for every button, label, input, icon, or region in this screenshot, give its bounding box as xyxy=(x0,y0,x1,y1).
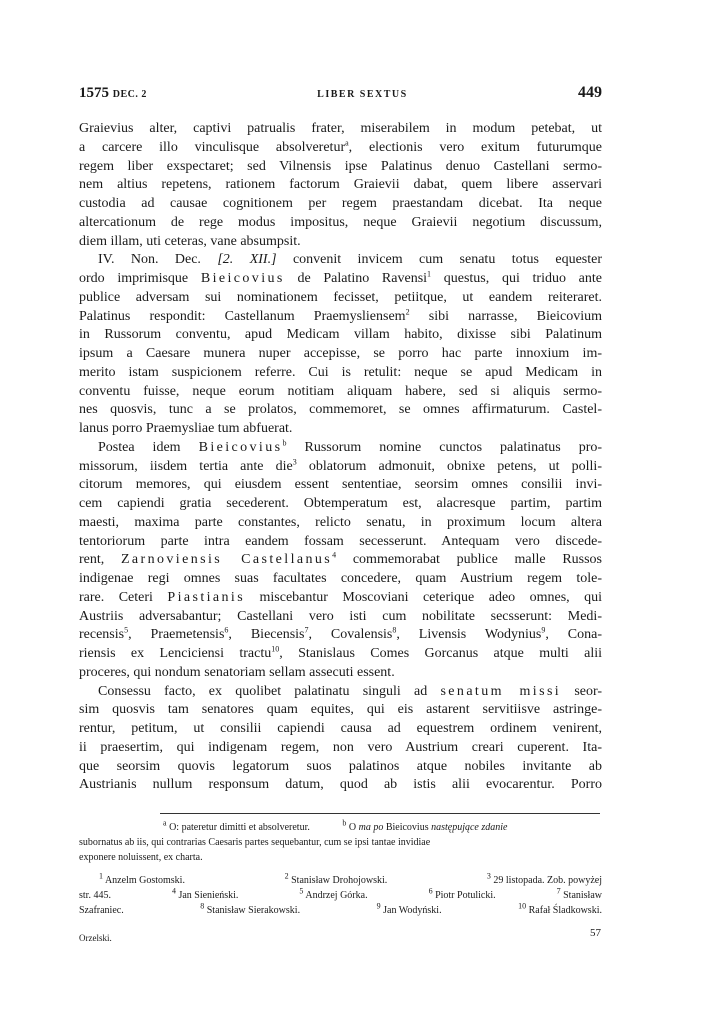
paragraph-2: IV. Non. Dec. [2. XII.] convenit invicem cum senatu totus equester ordo imprimisque Bieicovius de Palatino Ravensi$^1$ questus, qui triduo ante publice adversam sui nominationem fecisset, petiitque, ut eandem reiteraret. Palatinus respondit: Castellanum Praemysliensem$^2$ sibi narrasse, Bieicovium in Russorum conventu, apud Medicam villam habito, dixisse sibi Palatinum ipsum a Caesare munera nuper accepisse, se porro hac parte innoxium im- merito istam suspicionem referre. Cui is retulit: neque se apud Medicam in conventu fuisse, neque eorum notitiam aliquam habere, sed si aliquis sermo- nes quosvis, tunc a se prolatos, commemoret, se omnes affirmaturum. Castel- lanus porro Praemysliae tum abfuerat. xyxy=(79,252,603,436)
paragraph-3: Postea idem Bieicovius$^b$ Russorum nomine cunctos palatinatus pro- missorum, iisdem tertia ante die$^3$ oblatorum admonuit, obnixe petens, ut polli- citorum memores, qui eiusdem essent sententiae, seorsim omnes consilii invi- cem capiendi gratia secederent. Obtemperatum est, alacresque partim, partim maesti, maxima parte constantes, relicto senatu, in proximum locum altera tentoriorum parte intra eandem fossam secesserunt. Antequam vero discede- rent, Zarnoviensis Castellanus$^4$ commemorabat publice malle Russos indigenae regi omnes suas facultates concedere, quam Austrium regem tole- rare. Ceteri Piastianis miscebantur Moscoviani ceterique adeo omnes, qui Austriis adversabantur; Castellani vero isti cum nobilitate secsserunt: Medi- recensis$^5$, Praemetensis$^6$, Biecensis$^7$, Covalensis$^8$, Livensis Wodynius$^9$, Cona- riensis ex Lenciciensi tractu$^{10}$, Stanislaus Comes Gorcanus atque multi alii proceres, qui nondum senatoriam sellam assecuti essent. xyxy=(79,438,603,680)
footnotes: $^1$ Anzelm Gostomski. $^2$ Stanisław Drohojowski. $^3$ 29 listopada. Zob. powyżej str. 445. $^4$ Jan Sienieński. $^5$ Andrzej Górka. $^6$ Piotr Potulicki. $^7$ Stanisław Szafraniec. $^8$ Stanisław Sierakowski. $^9$ Jan Wodyński. $^{10}$ Rafał Śladkowski. xyxy=(79,871,602,916)
header-book-title: LIBER SEXTUS xyxy=(317,89,408,100)
printer-signature: Orzelski. xyxy=(79,933,112,943)
main-text xyxy=(79,120,602,795)
sheet-number: 57 xyxy=(590,927,601,939)
paragraph-1: Graievius alter, captivi patrualis frater, miserabilem in modum petebat, ut a carcere illo vinculisque absolveretur$^a$, electionis vero exitum futurumque regem liber exspectaret; sed Vilnensis ipse Palatinus denuo Castellani sermo- nem altius repetens, rationem factorum Graievii dabat, quem libere asservari custodia ad causae cognitionem per regem praestandam dicebat. Ita neque altercationum de rege modus impositus, neque Graievii negotium discussum, diem illam, uti ceteras, vane absumpsit. xyxy=(79,121,602,249)
header-date xyxy=(79,85,147,102)
apparatus-mark-a: a xyxy=(345,138,349,148)
paragraph-4: Consessu facto, ex quolibet palatinatu singuli ad senatum missi seor- sim quosvis tam senatores quam equites, qui eis astarent servitiisve astringe- rentur, petitum, ut consilii capiendi causa ad equestrem ordinem venirent, ii praesertim, qui indigenam regem, non vero Austrium creari cuperent. Ita- que seorsim quovis legatorum suos palatinos atque nobiles invitante ab Austrianis nullum responsum datum, quod ab istis alii evocarentur. Porro xyxy=(79,683,603,793)
footnote-mark-1: 1 xyxy=(427,269,432,279)
name-spaced: Bieicovius xyxy=(200,271,285,286)
footnote-mark-3: 3 xyxy=(292,456,297,466)
footnote-divider xyxy=(160,813,600,814)
apparatus-mark-b: b xyxy=(282,438,287,448)
header-month-day: DEC. 2 xyxy=(112,89,147,100)
footnote-mark-4: 4 xyxy=(332,550,337,560)
footnote-mark-2: 2 xyxy=(405,306,410,316)
date-bracket: [2. XII.] xyxy=(217,252,277,268)
page-number: 449 xyxy=(578,84,602,101)
header-year: 1575 xyxy=(79,85,109,101)
critical-apparatus: $^a$ O: pateretur dimitti et absolveretur. $^b$ O ma po Bieicovius następujące zdanie subornatus ab iis, qui contrarias Caesaris partes sequebantur, cum se ipsi tantae invidiae exponere noluissent, ex charta. xyxy=(79,818,508,863)
running-head xyxy=(79,84,602,102)
